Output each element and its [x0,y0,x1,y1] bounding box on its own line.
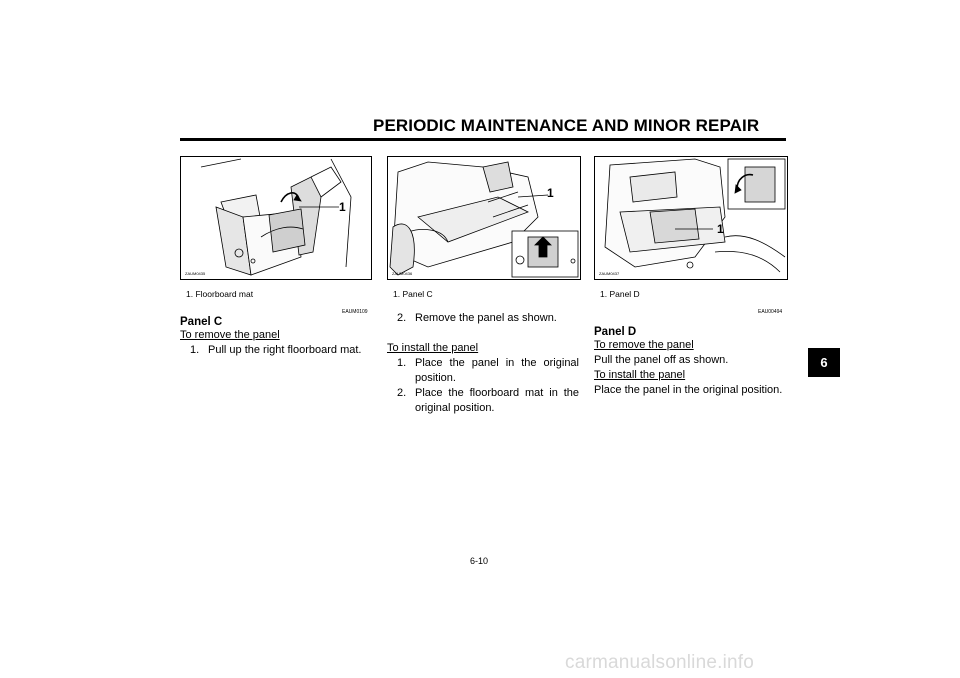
section-code: EAU00494 [758,309,783,315]
panel-d-illustration [595,157,787,279]
figure-caption: 1. Floorboard mat [186,289,254,299]
column-2 [387,311,579,416]
list-item: 1. Place the panel in the original position. [397,357,579,384]
figure-callout: 1 [547,186,554,200]
figure-caption: 1. Panel D [600,289,640,299]
install-instruction: Place the panel in the original position. [594,384,783,396]
subheading-remove: To remove the panel [180,329,280,341]
figure-panel-c [387,156,581,280]
page-title: PERIODIC MAINTENANCE AND MINOR REPAIR [373,116,760,135]
list-item: 1. Pull up the right floorboard mat. [190,344,362,356]
panel-c-illustration [388,157,580,279]
figure-panel-d [594,156,788,280]
title-rule [180,138,786,141]
column-3 [594,326,788,398]
subheading-install: To install the panel [387,342,479,354]
figure-callout: 1 [717,222,724,236]
list-item: 2. Remove the panel as shown. [397,312,557,324]
section-heading: Panel D [594,326,637,338]
subheading-install: To install the panel [594,369,686,381]
watermark: carmanualsonline.info [565,652,755,673]
section-heading: Panel C [180,316,223,328]
figure-code: ZAUM0437 [599,271,620,276]
figure-code: ZAUM0436 [392,271,413,276]
subheading-remove: To remove the panel [594,339,694,351]
list-item: 2. Place the floorboard mat in the original position. [397,387,579,414]
figure-code: ZAUM0435 [185,271,206,276]
figure-floorboard-mat [180,156,372,280]
chapter-tab: 6 [808,348,840,377]
figure-caption: 1. Panel C [393,289,433,299]
figure-callout: 1 [339,200,346,214]
column-1 [180,316,372,358]
page-number: 6-10 [470,556,489,566]
section-code: EAUM0109 [342,309,368,315]
remove-instruction: Pull the panel off as shown. [594,354,729,366]
floorboard-mat-illustration [181,157,371,279]
